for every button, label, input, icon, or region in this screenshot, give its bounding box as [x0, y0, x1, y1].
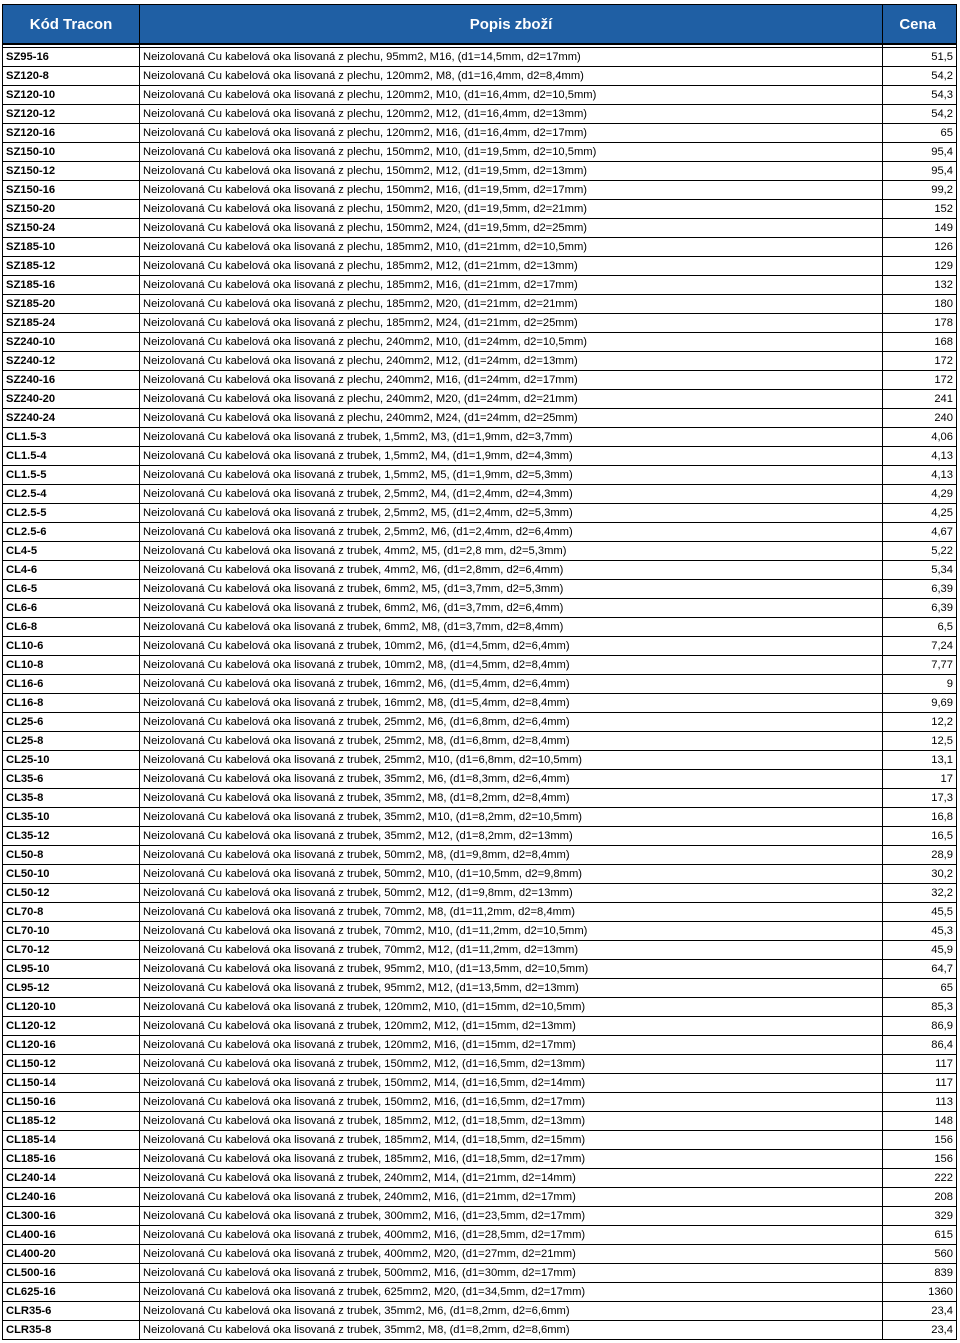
- description-cell: Neizolovaná Cu kabelová oka lisovaná z trubek, 2,5mm2, M5, (d1=2,4mm, d2=5,3mm): [140, 504, 883, 523]
- price-cell: 23,4: [883, 1302, 957, 1321]
- description-cell: Neizolovaná Cu kabelová oka lisovaná z plechu, 185mm2, M12, (d1=21mm, d2=13mm): [140, 257, 883, 276]
- price-cell: 4,25: [883, 504, 957, 523]
- product-code-cell: SZ150-12: [3, 162, 140, 181]
- price-cell: 222: [883, 1169, 957, 1188]
- product-code-cell: CL185-12: [3, 1112, 140, 1131]
- price-cell: 12,5: [883, 732, 957, 751]
- table-row: [3, 352, 957, 371]
- description-cell: Neizolovaná Cu kabelová oka lisovaná z trubek, 240mm2, M16, (d1=21mm, d2=17mm): [140, 1188, 883, 1207]
- description-cell: Neizolovaná Cu kabelová oka lisovaná z trubek, 16mm2, M6, (d1=5,4mm, d2=6,4mm): [140, 675, 883, 694]
- table-row: [3, 1283, 957, 1302]
- price-cell: 28,9: [883, 846, 957, 865]
- table-row: [3, 447, 957, 466]
- table-row: [3, 751, 957, 770]
- product-code-cell: SZ240-10: [3, 333, 140, 352]
- table-row: [3, 48, 957, 67]
- table-row: [3, 86, 957, 105]
- description-cell: Neizolovaná Cu kabelová oka lisovaná z trubek, 6mm2, M5, (d1=3,7mm, d2=5,3mm): [140, 580, 883, 599]
- price-cell: 95,4: [883, 162, 957, 181]
- price-cell: 4,06: [883, 428, 957, 447]
- price-cell: 4,13: [883, 466, 957, 485]
- description-cell: Neizolovaná Cu kabelová oka lisovaná z trubek, 35mm2, M6, (d1=8,2mm, d2=6,6mm): [140, 1302, 883, 1321]
- table-row: [3, 428, 957, 447]
- table-row: [3, 1226, 957, 1245]
- description-cell: Neizolovaná Cu kabelová oka lisovaná z trubek, 120mm2, M16, (d1=15mm, d2=17mm): [140, 1036, 883, 1055]
- price-cell: 51,5: [883, 48, 957, 67]
- price-cell: 6,39: [883, 599, 957, 618]
- product-code-cell: CL300-16: [3, 1207, 140, 1226]
- price-cell: 65: [883, 124, 957, 143]
- description-cell: Neizolovaná Cu kabelová oka lisovaná z trubek, 4mm2, M5, (d1=2,8 mm, d2=5,3mm): [140, 542, 883, 561]
- price-cell: 149: [883, 219, 957, 238]
- price-cell: 45,3: [883, 922, 957, 941]
- description-cell: Neizolovaná Cu kabelová oka lisovaná z trubek, 185mm2, M14, (d1=18,5mm, d2=15mm): [140, 1131, 883, 1150]
- product-code-cell: SZ185-16: [3, 276, 140, 295]
- description-cell: Neizolovaná Cu kabelová oka lisovaná z plechu, 150mm2, M20, (d1=19,5mm, d2=21mm): [140, 200, 883, 219]
- product-code-cell: CL25-8: [3, 732, 140, 751]
- table-header: [3, 5, 957, 45]
- description-cell: Neizolovaná Cu kabelová oka lisovaná z trubek, 6mm2, M8, (d1=3,7mm, d2=8,4mm): [140, 618, 883, 637]
- product-code-cell: CL70-8: [3, 903, 140, 922]
- product-code-cell: CL50-12: [3, 884, 140, 903]
- table-row: [3, 884, 957, 903]
- price-cell: 5,22: [883, 542, 957, 561]
- description-cell: Neizolovaná Cu kabelová oka lisovaná z trubek, 50mm2, M10, (d1=10,5mm, d2=9,8mm): [140, 865, 883, 884]
- product-code-cell: CL185-14: [3, 1131, 140, 1150]
- description-cell: Neizolovaná Cu kabelová oka lisovaná z plechu, 120mm2, M8, (d1=16,4mm, d2=8,4mm): [140, 67, 883, 86]
- description-cell: Neizolovaná Cu kabelová oka lisovaná z trubek, 70mm2, M10, (d1=11,2mm, d2=10,5mm): [140, 922, 883, 941]
- price-cell: 65: [883, 979, 957, 998]
- product-code-cell: CL2.5-6: [3, 523, 140, 542]
- description-cell: Neizolovaná Cu kabelová oka lisovaná z trubek, 6mm2, M6, (d1=3,7mm, d2=6,4mm): [140, 599, 883, 618]
- table-row: [3, 181, 957, 200]
- product-code-cell: CL150-14: [3, 1074, 140, 1093]
- table-row: [3, 580, 957, 599]
- price-cell: 560: [883, 1245, 957, 1264]
- table-body: [3, 44, 957, 1340]
- price-cell: 30,2: [883, 865, 957, 884]
- table-row: [3, 789, 957, 808]
- price-cell: 12,2: [883, 713, 957, 732]
- description-cell: Neizolovaná Cu kabelová oka lisovaná z trubek, 1,5mm2, M5, (d1=1,9mm, d2=5,3mm): [140, 466, 883, 485]
- price-cell: 839: [883, 1264, 957, 1283]
- price-cell: 54,2: [883, 105, 957, 124]
- description-cell: Neizolovaná Cu kabelová oka lisovaná z trubek, 70mm2, M12, (d1=11,2mm, d2=13mm): [140, 941, 883, 960]
- table-row: [3, 1131, 957, 1150]
- product-code-cell: CL95-10: [3, 960, 140, 979]
- product-code-cell: CLR35-6: [3, 1302, 140, 1321]
- table-row: [3, 295, 957, 314]
- description-cell: Neizolovaná Cu kabelová oka lisovaná z plechu, 120mm2, M10, (d1=16,4mm, d2=10,5mm): [140, 86, 883, 105]
- description-cell: Neizolovaná Cu kabelová oka lisovaná z trubek, 16mm2, M8, (d1=5,4mm, d2=8,4mm): [140, 694, 883, 713]
- description-cell: Neizolovaná Cu kabelová oka lisovaná z plechu, 240mm2, M24, (d1=24mm, d2=25mm): [140, 409, 883, 428]
- product-code-cell: SZ150-24: [3, 219, 140, 238]
- table-row: [3, 1321, 957, 1340]
- table-row: [3, 865, 957, 884]
- description-cell: Neizolovaná Cu kabelová oka lisovaná z trubek, 400mm2, M16, (d1=28,5mm, d2=17mm): [140, 1226, 883, 1245]
- table-row: [3, 1264, 957, 1283]
- table-row: [3, 618, 957, 637]
- price-cell: 17: [883, 770, 957, 789]
- price-cell: 32,2: [883, 884, 957, 903]
- table-row: [3, 276, 957, 295]
- description-cell: Neizolovaná Cu kabelová oka lisovaná z trubek, 35mm2, M10, (d1=8,2mm, d2=10,5mm): [140, 808, 883, 827]
- table-row: [3, 713, 957, 732]
- product-code-cell: CL10-6: [3, 637, 140, 656]
- table-row: [3, 1169, 957, 1188]
- description-cell: Neizolovaná Cu kabelová oka lisovaná z trubek, 2,5mm2, M4, (d1=2,4mm, d2=4,3mm): [140, 485, 883, 504]
- table-row: [3, 561, 957, 580]
- price-cell: 615: [883, 1226, 957, 1245]
- price-cell: 16,8: [883, 808, 957, 827]
- price-cell: 54,3: [883, 86, 957, 105]
- table-row: [3, 770, 957, 789]
- price-table: [2, 4, 957, 1340]
- table-row: [3, 162, 957, 181]
- product-code-cell: SZ150-10: [3, 143, 140, 162]
- table-row: [3, 466, 957, 485]
- price-cell: 180: [883, 295, 957, 314]
- price-cell: 13,1: [883, 751, 957, 770]
- product-code-cell: CL35-6: [3, 770, 140, 789]
- product-code-cell: CL25-6: [3, 713, 140, 732]
- price-cell: 45,9: [883, 941, 957, 960]
- price-cell: 241: [883, 390, 957, 409]
- price-cell: 7,77: [883, 656, 957, 675]
- product-code-cell: CL6-5: [3, 580, 140, 599]
- description-cell: Neizolovaná Cu kabelová oka lisovaná z trubek, 300mm2, M16, (d1=23,5mm, d2=17mm): [140, 1207, 883, 1226]
- description-cell: Neizolovaná Cu kabelová oka lisovaná z trubek, 185mm2, M12, (d1=18,5mm, d2=13mm): [140, 1112, 883, 1131]
- table-row: [3, 1036, 957, 1055]
- price-cell: 45,5: [883, 903, 957, 922]
- product-code-cell: CL625-16: [3, 1283, 140, 1302]
- price-cell: 172: [883, 371, 957, 390]
- description-cell: Neizolovaná Cu kabelová oka lisovaná z plechu, 150mm2, M12, (d1=19,5mm, d2=13mm): [140, 162, 883, 181]
- description-cell: Neizolovaná Cu kabelová oka lisovaná z trubek, 150mm2, M16, (d1=16,5mm, d2=17mm): [140, 1093, 883, 1112]
- price-cell: 208: [883, 1188, 957, 1207]
- table-row: [3, 1112, 957, 1131]
- column-header-description: Popis zboží: [140, 5, 883, 45]
- description-cell: Neizolovaná Cu kabelová oka lisovaná z trubek, 95mm2, M10, (d1=13,5mm, d2=10,5mm): [140, 960, 883, 979]
- table-row: [3, 390, 957, 409]
- product-code-cell: CL240-16: [3, 1188, 140, 1207]
- product-code-cell: CL400-20: [3, 1245, 140, 1264]
- table-row: [3, 808, 957, 827]
- description-cell: Neizolovaná Cu kabelová oka lisovaná z trubek, 10mm2, M8, (d1=4,5mm, d2=8,4mm): [140, 656, 883, 675]
- description-cell: Neizolovaná Cu kabelová oka lisovaná z trubek, 2,5mm2, M6, (d1=2,4mm, d2=6,4mm): [140, 523, 883, 542]
- product-code-cell: SZ240-24: [3, 409, 140, 428]
- table-row: [3, 238, 957, 257]
- price-cell: 17,3: [883, 789, 957, 808]
- table-row: [3, 694, 957, 713]
- product-code-cell: SZ240-16: [3, 371, 140, 390]
- price-cell: 4,29: [883, 485, 957, 504]
- product-code-cell: CL150-12: [3, 1055, 140, 1074]
- table-row: [3, 1245, 957, 1264]
- description-cell: Neizolovaná Cu kabelová oka lisovaná z trubek, 150mm2, M12, (d1=16,5mm, d2=13mm): [140, 1055, 883, 1074]
- product-code-cell: CL4-6: [3, 561, 140, 580]
- price-cell: 54,2: [883, 67, 957, 86]
- table-row: [3, 1093, 957, 1112]
- product-code-cell: SZ120-10: [3, 86, 140, 105]
- column-header-code: Kód Tracon: [3, 5, 140, 45]
- product-code-cell: CL120-16: [3, 1036, 140, 1055]
- description-cell: Neizolovaná Cu kabelová oka lisovaná z trubek, 35mm2, M8, (d1=8,2mm, d2=8,6mm): [140, 1321, 883, 1340]
- price-cell: 132: [883, 276, 957, 295]
- description-cell: Neizolovaná Cu kabelová oka lisovaná z trubek, 1,5mm2, M3, (d1=1,9mm, d2=3,7mm): [140, 428, 883, 447]
- product-code-cell: CL1.5-3: [3, 428, 140, 447]
- price-cell: 86,4: [883, 1036, 957, 1055]
- product-code-cell: SZ120-8: [3, 67, 140, 86]
- table-row: [3, 257, 957, 276]
- table-row: [3, 979, 957, 998]
- price-cell: 99,2: [883, 181, 957, 200]
- price-cell: 6,39: [883, 580, 957, 599]
- description-cell: Neizolovaná Cu kabelová oka lisovaná z trubek, 4mm2, M6, (d1=2,8mm, d2=6,4mm): [140, 561, 883, 580]
- price-cell: 148: [883, 1112, 957, 1131]
- table-row: [3, 599, 957, 618]
- table-row: [3, 1150, 957, 1169]
- description-cell: Neizolovaná Cu kabelová oka lisovaná z plechu, 240mm2, M20, (d1=24mm, d2=21mm): [140, 390, 883, 409]
- price-cell: 9,69: [883, 694, 957, 713]
- table-row: [3, 409, 957, 428]
- product-code-cell: CL50-10: [3, 865, 140, 884]
- table-row: [3, 922, 957, 941]
- price-cell: 7,24: [883, 637, 957, 656]
- description-cell: Neizolovaná Cu kabelová oka lisovaná z plechu, 150mm2, M24, (d1=19,5mm, d2=25mm): [140, 219, 883, 238]
- product-code-cell: CL2.5-5: [3, 504, 140, 523]
- table-row: [3, 523, 957, 542]
- table-row: [3, 827, 957, 846]
- product-code-cell: SZ185-20: [3, 295, 140, 314]
- description-cell: Neizolovaná Cu kabelová oka lisovaná z trubek, 120mm2, M10, (d1=15mm, d2=10,5mm): [140, 998, 883, 1017]
- description-cell: Neizolovaná Cu kabelová oka lisovaná z plechu, 95mm2, M16, (d1=14,5mm, d2=17mm): [140, 48, 883, 67]
- description-cell: Neizolovaná Cu kabelová oka lisovaná z plechu, 120mm2, M16, (d1=16,4mm, d2=17mm): [140, 124, 883, 143]
- product-code-cell: SZ120-16: [3, 124, 140, 143]
- table-row: [3, 314, 957, 333]
- price-cell: 64,7: [883, 960, 957, 979]
- product-code-cell: SZ240-12: [3, 352, 140, 371]
- product-code-cell: SZ95-16: [3, 48, 140, 67]
- product-code-cell: CL50-8: [3, 846, 140, 865]
- description-cell: Neizolovaná Cu kabelová oka lisovaná z plechu, 185mm2, M20, (d1=21mm, d2=21mm): [140, 295, 883, 314]
- description-cell: Neizolovaná Cu kabelová oka lisovaná z plechu, 185mm2, M24, (d1=21mm, d2=25mm): [140, 314, 883, 333]
- price-cell: 4,13: [883, 447, 957, 466]
- description-cell: Neizolovaná Cu kabelová oka lisovaná z plechu, 120mm2, M12, (d1=16,4mm, d2=13mm): [140, 105, 883, 124]
- table-row: [3, 371, 957, 390]
- table-row: [3, 105, 957, 124]
- description-cell: Neizolovaná Cu kabelová oka lisovaná z trubek, 240mm2, M14, (d1=21mm, d2=14mm): [140, 1169, 883, 1188]
- product-code-cell: SZ185-10: [3, 238, 140, 257]
- product-code-cell: CL120-10: [3, 998, 140, 1017]
- price-list-sheet: [2, 4, 956, 1340]
- table-row: [3, 219, 957, 238]
- price-cell: 156: [883, 1150, 957, 1169]
- table-row: [3, 200, 957, 219]
- table-row: [3, 1017, 957, 1036]
- description-cell: Neizolovaná Cu kabelová oka lisovaná z trubek, 35mm2, M6, (d1=8,3mm, d2=6,4mm): [140, 770, 883, 789]
- product-code-cell: CL500-16: [3, 1264, 140, 1283]
- product-code-cell: CL25-10: [3, 751, 140, 770]
- table-row: [3, 675, 957, 694]
- table-row: [3, 333, 957, 352]
- product-code-cell: CL6-8: [3, 618, 140, 637]
- product-code-cell: CL70-10: [3, 922, 140, 941]
- description-cell: Neizolovaná Cu kabelová oka lisovaná z trubek, 25mm2, M10, (d1=6,8mm, d2=10,5mm): [140, 751, 883, 770]
- product-code-cell: SZ120-12: [3, 105, 140, 124]
- description-cell: Neizolovaná Cu kabelová oka lisovaná z trubek, 1,5mm2, M4, (d1=1,9mm, d2=4,3mm): [140, 447, 883, 466]
- description-cell: Neizolovaná Cu kabelová oka lisovaná z trubek, 25mm2, M8, (d1=6,8mm, d2=8,4mm): [140, 732, 883, 751]
- price-cell: 23,4: [883, 1321, 957, 1340]
- table-row: [3, 1055, 957, 1074]
- product-code-cell: CL185-16: [3, 1150, 140, 1169]
- product-code-cell: CL1.5-4: [3, 447, 140, 466]
- price-cell: 172: [883, 352, 957, 371]
- table-row: [3, 542, 957, 561]
- table-row: [3, 1302, 957, 1321]
- table-row: [3, 732, 957, 751]
- product-code-cell: CL240-14: [3, 1169, 140, 1188]
- description-cell: Neizolovaná Cu kabelová oka lisovaná z trubek, 25mm2, M6, (d1=6,8mm, d2=6,4mm): [140, 713, 883, 732]
- product-code-cell: CL10-8: [3, 656, 140, 675]
- description-cell: Neizolovaná Cu kabelová oka lisovaná z trubek, 50mm2, M12, (d1=9,8mm, d2=13mm): [140, 884, 883, 903]
- product-code-cell: CL2.5-4: [3, 485, 140, 504]
- table-row: [3, 1207, 957, 1226]
- description-cell: Neizolovaná Cu kabelová oka lisovaná z trubek, 400mm2, M20, (d1=27mm, d2=21mm): [140, 1245, 883, 1264]
- price-cell: 129: [883, 257, 957, 276]
- table-row: [3, 124, 957, 143]
- product-code-cell: CL150-16: [3, 1093, 140, 1112]
- description-cell: Neizolovaná Cu kabelová oka lisovaná z trubek, 625mm2, M20, (d1=34,5mm, d2=17mm): [140, 1283, 883, 1302]
- product-code-cell: CLR35-8: [3, 1321, 140, 1340]
- description-cell: Neizolovaná Cu kabelová oka lisovaná z trubek, 70mm2, M8, (d1=11,2mm, d2=8,4mm): [140, 903, 883, 922]
- price-cell: 5,34: [883, 561, 957, 580]
- product-code-cell: CL16-8: [3, 694, 140, 713]
- product-code-cell: SZ185-12: [3, 257, 140, 276]
- table-row: [3, 998, 957, 1017]
- product-code-cell: SZ240-20: [3, 390, 140, 409]
- description-cell: Neizolovaná Cu kabelová oka lisovaná z trubek, 500mm2, M16, (d1=30mm, d2=17mm): [140, 1264, 883, 1283]
- price-cell: 117: [883, 1074, 957, 1093]
- product-code-cell: CL70-12: [3, 941, 140, 960]
- table-row: [3, 1188, 957, 1207]
- price-cell: 4,67: [883, 523, 957, 542]
- product-code-cell: CL1.5-5: [3, 466, 140, 485]
- price-cell: 126: [883, 238, 957, 257]
- price-cell: 1360: [883, 1283, 957, 1302]
- description-cell: Neizolovaná Cu kabelová oka lisovaná z trubek, 50mm2, M8, (d1=9,8mm, d2=8,4mm): [140, 846, 883, 865]
- product-code-cell: CL35-12: [3, 827, 140, 846]
- table-row: [3, 1074, 957, 1093]
- description-cell: Neizolovaná Cu kabelová oka lisovaná z plechu, 240mm2, M10, (d1=24mm, d2=10,5mm): [140, 333, 883, 352]
- table-row: [3, 143, 957, 162]
- column-header-price: Cena: [883, 5, 957, 45]
- description-cell: Neizolovaná Cu kabelová oka lisovaná z plechu, 240mm2, M12, (d1=24mm, d2=13mm): [140, 352, 883, 371]
- product-code-cell: CL16-6: [3, 675, 140, 694]
- price-cell: 9: [883, 675, 957, 694]
- product-code-cell: CL400-16: [3, 1226, 140, 1245]
- description-cell: Neizolovaná Cu kabelová oka lisovaná z trubek, 95mm2, M12, (d1=13,5mm, d2=13mm): [140, 979, 883, 998]
- product-code-cell: CL6-6: [3, 599, 140, 618]
- product-code-cell: CL120-12: [3, 1017, 140, 1036]
- price-cell: 113: [883, 1093, 957, 1112]
- price-cell: 6,5: [883, 618, 957, 637]
- price-cell: 95,4: [883, 143, 957, 162]
- product-code-cell: SZ150-16: [3, 181, 140, 200]
- price-cell: 86,9: [883, 1017, 957, 1036]
- product-code-cell: CL95-12: [3, 979, 140, 998]
- product-code-cell: SZ185-24: [3, 314, 140, 333]
- description-cell: Neizolovaná Cu kabelová oka lisovaná z trubek, 120mm2, M12, (d1=15mm, d2=13mm): [140, 1017, 883, 1036]
- price-cell: 240: [883, 409, 957, 428]
- description-cell: Neizolovaná Cu kabelová oka lisovaná z plechu, 185mm2, M16, (d1=21mm, d2=17mm): [140, 276, 883, 295]
- description-cell: Neizolovaná Cu kabelová oka lisovaná z plechu, 150mm2, M16, (d1=19,5mm, d2=17mm): [140, 181, 883, 200]
- description-cell: Neizolovaná Cu kabelová oka lisovaná z trubek, 35mm2, M12, (d1=8,2mm, d2=13mm): [140, 827, 883, 846]
- table-row: [3, 941, 957, 960]
- price-cell: 152: [883, 200, 957, 219]
- description-cell: Neizolovaná Cu kabelová oka lisovaná z trubek, 10mm2, M6, (d1=4,5mm, d2=6,4mm): [140, 637, 883, 656]
- price-cell: 168: [883, 333, 957, 352]
- description-cell: Neizolovaná Cu kabelová oka lisovaná z plechu, 150mm2, M10, (d1=19,5mm, d2=10,5mm): [140, 143, 883, 162]
- price-cell: 178: [883, 314, 957, 333]
- table-row: [3, 903, 957, 922]
- price-cell: 16,5: [883, 827, 957, 846]
- table-row: [3, 960, 957, 979]
- price-cell: 117: [883, 1055, 957, 1074]
- product-code-cell: SZ150-20: [3, 200, 140, 219]
- product-code-cell: CL35-10: [3, 808, 140, 827]
- product-code-cell: CL35-8: [3, 789, 140, 808]
- description-cell: Neizolovaná Cu kabelová oka lisovaná z trubek, 35mm2, M8, (d1=8,2mm, d2=8,4mm): [140, 789, 883, 808]
- price-cell: 329: [883, 1207, 957, 1226]
- table-row: [3, 485, 957, 504]
- table-row: [3, 67, 957, 86]
- price-cell: 156: [883, 1131, 957, 1150]
- price-cell: 85,3: [883, 998, 957, 1017]
- description-cell: Neizolovaná Cu kabelová oka lisovaná z trubek, 150mm2, M14, (d1=16,5mm, d2=14mm): [140, 1074, 883, 1093]
- description-cell: Neizolovaná Cu kabelová oka lisovaná z plechu, 240mm2, M16, (d1=24mm, d2=17mm): [140, 371, 883, 390]
- description-cell: Neizolovaná Cu kabelová oka lisovaná z plechu, 185mm2, M10, (d1=21mm, d2=10,5mm): [140, 238, 883, 257]
- table-row: [3, 656, 957, 675]
- table-row: [3, 637, 957, 656]
- description-cell: Neizolovaná Cu kabelová oka lisovaná z trubek, 185mm2, M16, (d1=18,5mm, d2=17mm): [140, 1150, 883, 1169]
- product-code-cell: CL4-5: [3, 542, 140, 561]
- table-row: [3, 504, 957, 523]
- header-row: [3, 5, 957, 45]
- table-row: [3, 846, 957, 865]
